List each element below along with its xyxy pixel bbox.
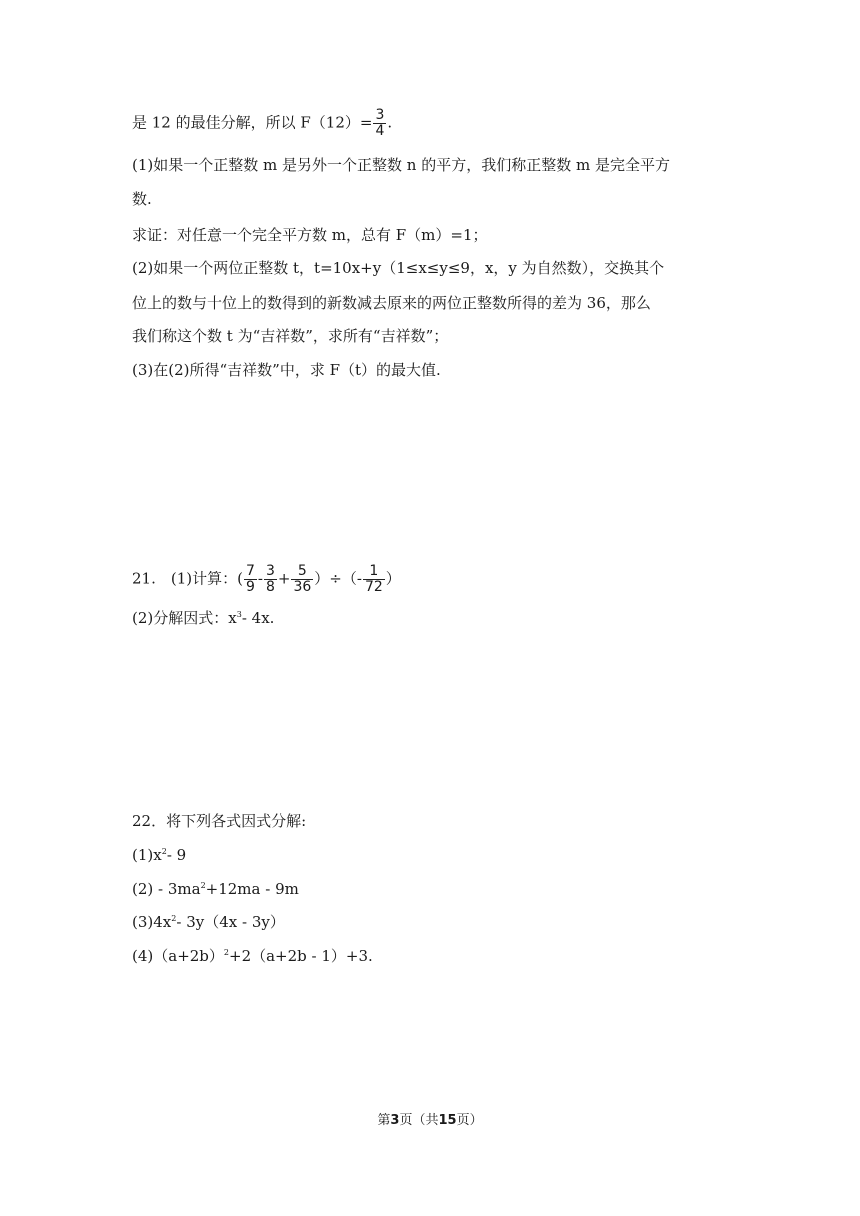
fraction-denominator: 8 <box>265 579 275 595</box>
q20-line0-text: 是 12 的最佳分解，所以 F（12）= <box>132 113 373 132</box>
exponent: 2 <box>200 881 206 890</box>
q22-item1-text: (1)x <box>132 846 162 864</box>
fraction-denominator: 4 <box>375 123 385 139</box>
current-page-number: 3 <box>390 1113 400 1128</box>
q21-op2: + <box>277 569 291 588</box>
fraction-numerator: 7 <box>245 563 255 579</box>
q20-line-3: 求证：对任意一个完全平方数 m，总有 F（m）=1； <box>132 226 488 244</box>
q22-item4-rest: +2（a+2b - 1）+3. <box>229 947 373 965</box>
fraction-numerator: 3 <box>265 563 275 579</box>
page-footer <box>0 1112 860 1130</box>
q22-item1-rest: - 9 <box>166 846 187 864</box>
q21-prefix: 21. (1)计算：( <box>132 569 243 588</box>
q22-item4-text: (4)（a+2b） <box>132 947 224 965</box>
footer-middle: 页（共 <box>399 1113 439 1128</box>
q21-part2-rest: - 4x. <box>241 609 275 627</box>
q20-line-6: 我们称这个数 t 为“吉祥数”，求所有“吉祥数”； <box>132 327 449 345</box>
q20-line-7: (3)在(2)所得“吉祥数”中，求 F（t）的最大值. <box>132 361 441 379</box>
fraction-denominator: 36 <box>293 579 312 595</box>
q20-line-1: (1)如果一个正整数 m 是另外一个正整数 n 的平方，我们称正整数 m 是完全平方 <box>132 156 670 174</box>
q22-item2-text: (2) - 3ma <box>132 880 201 898</box>
q20-line-0 <box>132 108 392 139</box>
q21-suffix: ） <box>385 569 401 588</box>
q20-line-4: (2)如果一个两位正整数 t，t=10x+y（1≤x≤y≤9，x，y 为自然数），交换其个 <box>132 259 665 277</box>
q21-mid: ）÷（- <box>314 569 362 588</box>
fraction-1-72 <box>363 564 385 595</box>
exponent: 2 <box>171 914 177 923</box>
fraction-3-4 <box>373 108 386 139</box>
q22-item-2 <box>132 879 299 899</box>
fraction-numerator: 5 <box>291 564 313 580</box>
q21-part2-text: (2)分解因式：x <box>132 609 237 627</box>
q22-item2-rest: +12ma - 9m <box>205 880 299 898</box>
q20-line0-end: . <box>387 113 393 132</box>
exponent: 2 <box>161 847 167 856</box>
q20-line-2: 数. <box>132 190 152 208</box>
fraction-denominator: 9 <box>245 579 255 595</box>
footer-prefix: 第 <box>377 1113 391 1128</box>
fraction-denominator: 72 <box>364 579 383 595</box>
fraction-numerator: 3 <box>375 107 385 123</box>
fraction-3-8 <box>264 564 277 595</box>
exponent: 2 <box>223 948 229 957</box>
q22-item3-text: (3)4x <box>132 913 172 931</box>
q21-part1 <box>132 564 401 595</box>
q22-item-3 <box>132 912 285 932</box>
fraction-7-9 <box>244 564 257 595</box>
q22-item3-rest: - 3y（4x - 3y） <box>176 913 285 931</box>
q22-item-1 <box>132 845 186 865</box>
exponent: 3 <box>236 610 242 619</box>
q20-line-5: 位上的数与十位上的数得到的新数减去原来的两位正整数所得的差为 36，那么 <box>132 294 651 312</box>
footer-suffix: 页） <box>456 1113 483 1128</box>
q22-title: 22．将下列各式因式分解: <box>132 812 307 830</box>
total-page-count: 15 <box>438 1113 457 1128</box>
q22-item-4 <box>132 946 373 966</box>
q21-op1: - <box>257 569 263 588</box>
q21-part2 <box>132 608 274 628</box>
fraction-5-36 <box>291 564 313 595</box>
fraction-numerator: 1 <box>363 564 385 580</box>
